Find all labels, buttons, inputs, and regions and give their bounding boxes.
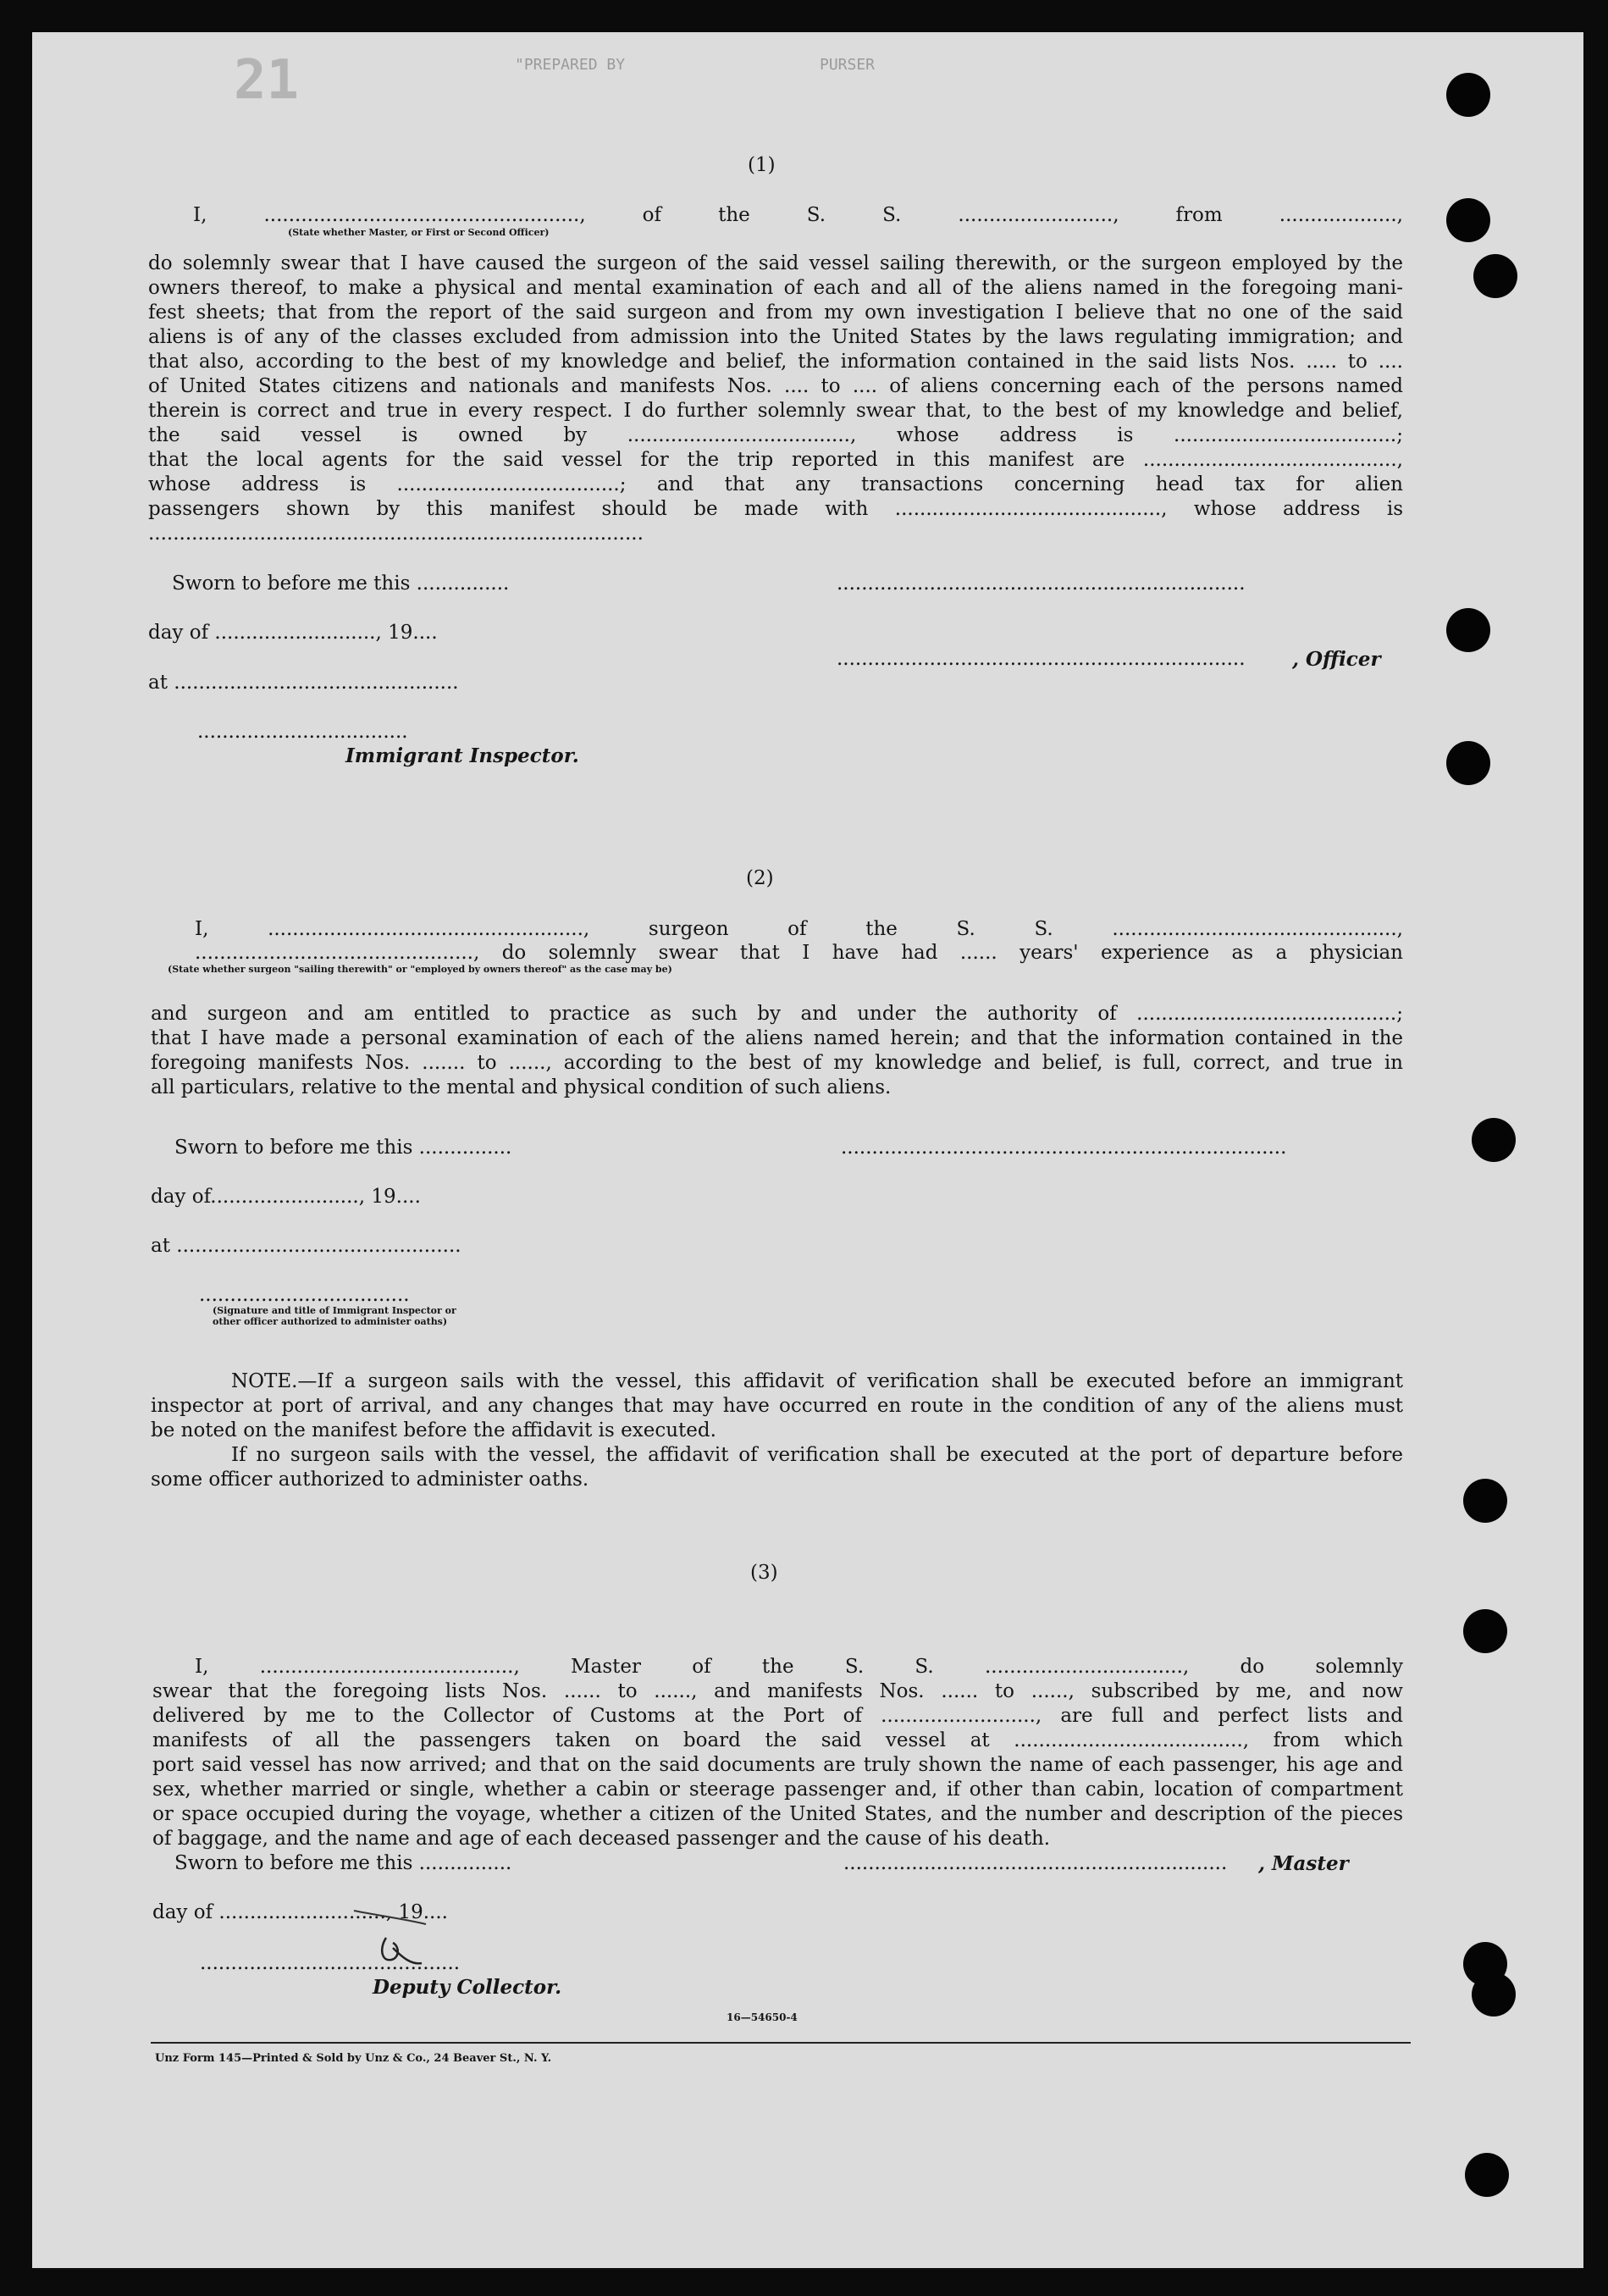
section-1-number: (1) [748, 154, 776, 176]
section-1-signature-label: Immigrant Inspector. [345, 744, 579, 767]
bleed-page-number: 21 [234, 49, 300, 112]
s2-body-line: foregoing manifests Nos. ....... to ......, according to the best of my knowledge and belief, is full, correct, and true in [151, 1052, 1403, 1074]
section-2-number: (2) [746, 867, 774, 889]
s1-body-line: ................................................................................ [148, 523, 644, 545]
section-3-master-line: .............................................................. [843, 1852, 1228, 1874]
s3-body-line: swear that the foregoing lists Nos. ...... to ......, and manifests Nos. ...... to ......, subscribed by me, and now [152, 1680, 1403, 1702]
section-1-oath-line: I, ..................................................., of the S. S. ........................., from ..................., [193, 204, 1403, 226]
s3-body-line: delivered by me to the Collector of Customs at the Port of ........................., are full and perfect lists and [152, 1705, 1403, 1727]
section-2-at: at .............................................. [151, 1235, 461, 1257]
section-2-signature-caption-1: (Signature and title of Immigrant Inspector or [213, 1305, 456, 1316]
punch-hole [1446, 741, 1490, 785]
section-2-caption: (State whether surgeon "sailing therewith" or "employed by owners thereof" as the case may be) [168, 964, 672, 975]
s3-body-line: or space occupied during the voyage, whether a citizen of the United States, and the number and description of the pieces [152, 1803, 1403, 1825]
section-2-oath-line: I, ..................................................., surgeon of the S. S. .............................................., [195, 918, 1403, 940]
section-3-number: (3) [750, 1562, 778, 1584]
section-2-experience-line: ............................................., do solemnly swear that I have had ...... years' experience as a physician [195, 942, 1403, 964]
section-2-right-line: ........................................................................ [841, 1137, 1287, 1159]
s1-body-line: of United States citizens and nationals and manifests Nos. .... to .... of aliens concerning each of the persons named [148, 375, 1403, 397]
punch-hole [1465, 2153, 1509, 2197]
section-1-officer-label: , Officer [1292, 648, 1381, 671]
s1-body-line: fest sheets; that from the report of the said surgeon and from my own investigation I believe that no one of the said [148, 302, 1403, 324]
s1-body-line: the said vessel is owned by ...................................., whose address is ....................................; [148, 424, 1403, 446]
punch-hole [1446, 198, 1490, 242]
section-3-sworn: Sworn to before me this ............... [174, 1852, 512, 1874]
printer-credit: Unz Form 145—Printed & Sold by Unz & Co., 24 Beaver St., N. Y. [155, 2052, 552, 2065]
punch-hole [1472, 1118, 1516, 1162]
s1-body-line: therein is correct and true in every respect. I do further solemnly swear that, to the best of my knowledge and belief, [148, 400, 1403, 422]
section-1-day-of: day of .........................., 19.... [148, 622, 438, 644]
s2-note-line: inspector at port of arrival, and any changes that may have occurred en route in the condition of any of the aliens must [151, 1395, 1403, 1417]
pencil-mark [337, 1895, 439, 1972]
section-3-master-label: , Master [1258, 1852, 1349, 1875]
punch-hole [1446, 608, 1490, 652]
section-2-day-of: day of........................, 19.... [151, 1186, 421, 1208]
s2-body-line: all particulars, relative to the mental and physical condition of such aliens. [151, 1076, 892, 1098]
punch-hole [1446, 73, 1490, 117]
s3-body-line: manifests of all the passengers taken on board the said vessel at ....................................., from which [152, 1729, 1403, 1751]
s1-body-line: that the local agents for the said vessel for the trip reported in this manifest are ........................................., [148, 449, 1403, 471]
footer-rule [151, 2042, 1411, 2044]
s2-note-line: If no surgeon sails with the vessel, the affidavit of verification shall be executed at the port of departure before [231, 1444, 1403, 1466]
s2-note-line: some officer authorized to administer oaths. [151, 1469, 589, 1491]
section-3-day-of: day of ..........................., 19.... [152, 1901, 448, 1923]
section-1-signature-line: .................................. [197, 721, 408, 743]
section-3-signature-line: .......................................... [200, 1952, 461, 1974]
section-2-sworn: Sworn to before me this ............... [174, 1137, 512, 1159]
section-1-officer-line-top: .................................................................. [837, 573, 1246, 595]
s1-body-line: do solemnly swear that I have caused the surgeon of the said vessel sailing therewith, or the surgeon employed by the [148, 252, 1403, 274]
section-2-signature-caption-2: other officer authorized to administer oaths) [213, 1316, 448, 1327]
s3-body-line: of baggage, and the name and age of each deceased passenger and the cause of his death. [152, 1828, 1051, 1850]
punch-hole [1463, 1609, 1507, 1653]
s3-body-line: port said vessel has now arrived; and that on the said documents are truly shown the name of each passenger, his age and [152, 1754, 1403, 1776]
s1-body-line: passengers shown by this manifest should be made with ..........................................., whose address is [148, 498, 1403, 520]
document-sheet [32, 32, 1583, 2268]
document-content [32, 32, 1583, 2268]
section-1-caption: (State whether Master, or First or Second Officer) [288, 227, 550, 238]
s3-body-line: I, ........................................., Master of the S. S. ................................, do solemnly [195, 1656, 1403, 1678]
s2-note-line: be noted on the manifest before the affidavit is executed. [151, 1419, 716, 1441]
bleed-header-purser: PURSER [820, 56, 876, 74]
s1-body-line: whose address is ....................................; and that any transactions concerning head tax for alien [148, 473, 1403, 495]
s3-body-line: sex, whether married or single, whether a cabin or steerage passenger and, if other than cabin, location of compartment [152, 1779, 1403, 1801]
punch-hole [1473, 254, 1517, 298]
section-1-officer-line: .................................................................. [837, 648, 1246, 670]
bleed-header: "PREPARED BY [515, 56, 626, 74]
section-1-sworn: Sworn to before me this ............... [172, 573, 510, 595]
s2-body-line: that I have made a personal examination of each of the aliens named herein; and that the information contained in the [151, 1027, 1403, 1049]
s1-body-line: owners thereof, to make a physical and mental examination of each and all of the aliens named in the foregoing mani- [148, 277, 1403, 299]
punch-hole [1472, 1972, 1516, 2017]
section-3-signature-label: Deputy Collector. [373, 1976, 562, 1999]
s1-body-line: that also, according to the best of my knowledge and belief, the information contained in the said lists Nos. ..... to .... [148, 351, 1403, 373]
s1-body-line: aliens is of any of the classes excluded from admission into the United States by the laws regulating immigration; and [148, 326, 1403, 348]
form-code: 16—54650-4 [727, 2011, 798, 2023]
punch-hole [1463, 1479, 1507, 1523]
section-1-at: at .............................................. [148, 672, 459, 694]
s2-note-line: NOTE.—If a surgeon sails with the vessel, this affidavit of verification shall be executed before an immigrant [231, 1370, 1403, 1392]
section-2-signature-line: .................................. [199, 1284, 410, 1306]
s2-body-line: and surgeon and am entitled to practice as such by and under the authority of ..........................................; [151, 1003, 1403, 1025]
